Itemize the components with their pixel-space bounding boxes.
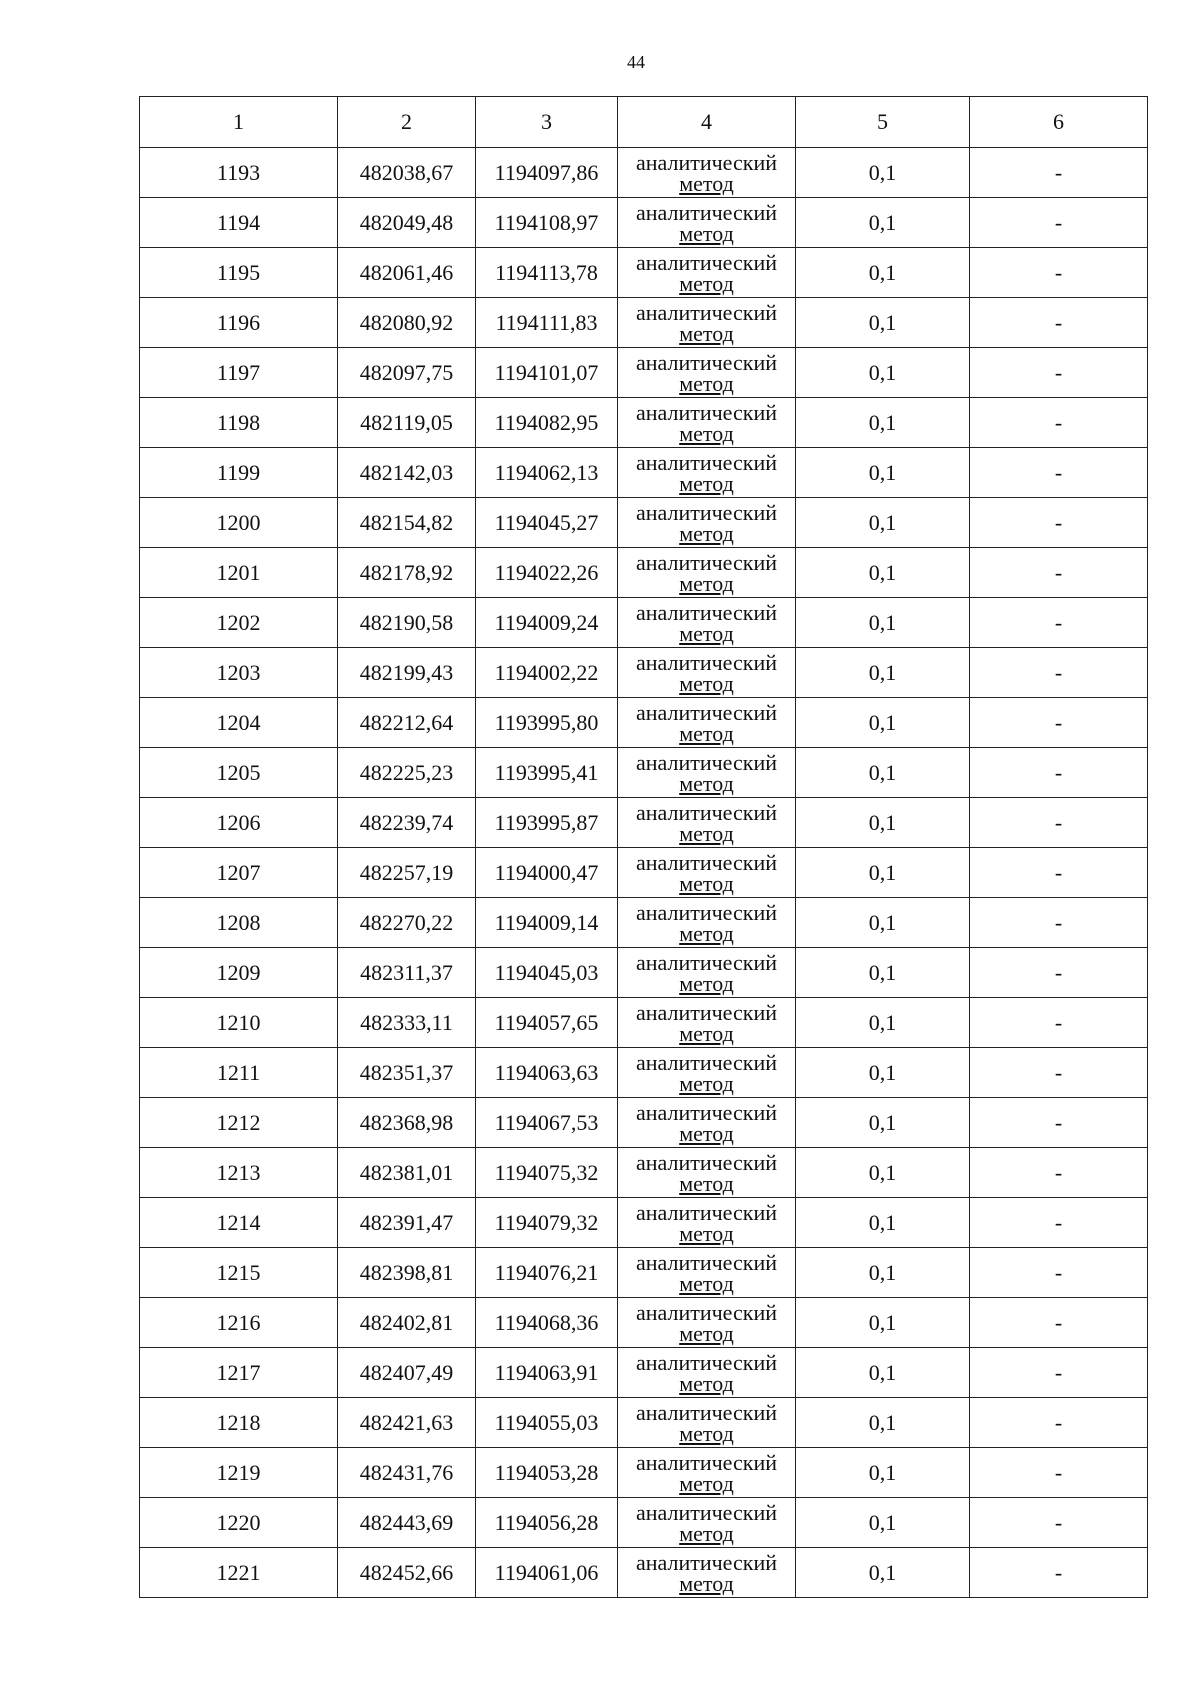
- table-row: [140, 1398, 1148, 1448]
- method-cell: [618, 348, 796, 398]
- method-cell: [618, 598, 796, 648]
- method-line-1: аналитический: [635, 949, 777, 975]
- table-row: [140, 248, 1148, 298]
- y-coordinate-cell: 1194053,28: [476, 1448, 618, 1498]
- point-number-cell: 1197: [140, 348, 338, 398]
- y-coordinate-cell: 1194022,26: [476, 548, 618, 598]
- method-line-1: аналитический: [635, 699, 777, 725]
- method-line-1: аналитический: [635, 349, 777, 375]
- accuracy-cell: 0,1: [796, 898, 970, 948]
- point-number-cell: 1209: [140, 948, 338, 998]
- y-coordinate-cell: 1194009,24: [476, 598, 618, 648]
- table-row: [140, 1248, 1148, 1298]
- method-line-2: метод: [679, 1170, 734, 1196]
- y-coordinate-cell: 1194063,91: [476, 1348, 618, 1398]
- point-number-cell: 1218: [140, 1398, 338, 1448]
- method-line-1: аналитический: [635, 249, 777, 275]
- y-coordinate-cell: 1194097,86: [476, 148, 618, 198]
- table-row: [140, 1148, 1148, 1198]
- x-coordinate-cell: 482368,98: [338, 1098, 476, 1148]
- method-cell: [618, 1148, 796, 1198]
- accuracy-cell: 0,1: [796, 798, 970, 848]
- column-header: 4: [618, 97, 796, 148]
- table-row: [140, 1198, 1148, 1248]
- point-number-cell: 1211: [140, 1048, 338, 1098]
- x-coordinate-cell: 482178,92: [338, 548, 476, 598]
- x-coordinate-cell: 482381,01: [338, 1148, 476, 1198]
- x-coordinate-cell: 482402,81: [338, 1298, 476, 1348]
- x-coordinate-cell: 482038,67: [338, 148, 476, 198]
- accuracy-cell: 0,1: [796, 698, 970, 748]
- note-cell: -: [970, 1548, 1148, 1598]
- table-row: [140, 848, 1148, 898]
- method-line-2: метод: [679, 720, 734, 746]
- method-cell: [618, 1448, 796, 1498]
- method-line-2: метод: [679, 220, 734, 246]
- note-cell: -: [970, 448, 1148, 498]
- y-coordinate-cell: 1194113,78: [476, 248, 618, 298]
- method-line-2: метод: [679, 920, 734, 946]
- accuracy-cell: 0,1: [796, 1298, 970, 1348]
- table-row: [140, 298, 1148, 348]
- note-cell: -: [970, 1348, 1148, 1398]
- method-cell: [618, 998, 796, 1048]
- y-coordinate-cell: 1194002,22: [476, 648, 618, 698]
- note-cell: -: [970, 548, 1148, 598]
- method-line-2: метод: [679, 320, 734, 346]
- point-number-cell: 1210: [140, 998, 338, 1048]
- table-row: [140, 1048, 1148, 1098]
- note-cell: -: [970, 598, 1148, 648]
- note-cell: -: [970, 998, 1148, 1048]
- note-cell: -: [970, 1098, 1148, 1148]
- y-coordinate-cell: 1194108,97: [476, 198, 618, 248]
- note-cell: -: [970, 498, 1148, 548]
- accuracy-cell: 0,1: [796, 198, 970, 248]
- method-line-2: метод: [679, 970, 734, 996]
- accuracy-cell: 0,1: [796, 1148, 970, 1198]
- note-cell: -: [970, 398, 1148, 448]
- x-coordinate-cell: 482097,75: [338, 348, 476, 398]
- x-coordinate-cell: 482061,46: [338, 248, 476, 298]
- note-cell: -: [970, 1148, 1148, 1198]
- method-cell: [618, 298, 796, 348]
- accuracy-cell: 0,1: [796, 548, 970, 598]
- point-number-cell: 1198: [140, 398, 338, 448]
- note-cell: -: [970, 748, 1148, 798]
- point-number-cell: 1203: [140, 648, 338, 698]
- accuracy-cell: 0,1: [796, 1048, 970, 1098]
- note-cell: -: [970, 948, 1148, 998]
- method-line-1: аналитический: [635, 799, 777, 825]
- note-cell: -: [970, 898, 1148, 948]
- method-line-1: аналитический: [635, 149, 777, 175]
- point-number-cell: 1202: [140, 598, 338, 648]
- point-number-cell: 1201: [140, 548, 338, 598]
- table-row: [140, 898, 1148, 948]
- method-line-1: аналитический: [635, 599, 777, 625]
- method-line-2: метод: [679, 470, 734, 496]
- y-coordinate-cell: 1194063,63: [476, 1048, 618, 1098]
- method-line-1: аналитический: [635, 1099, 777, 1125]
- header-row: [140, 97, 1148, 148]
- x-coordinate-cell: 482311,37: [338, 948, 476, 998]
- accuracy-cell: 0,1: [796, 1098, 970, 1148]
- method-line-2: метод: [679, 1270, 734, 1296]
- method-line-2: метод: [679, 1420, 734, 1446]
- table-row: [140, 1448, 1148, 1498]
- method-line-1: аналитический: [635, 399, 777, 425]
- coordinates-table: [139, 96, 1148, 1598]
- column-header: 2: [338, 97, 476, 148]
- method-line-1: аналитический: [635, 449, 777, 475]
- accuracy-cell: 0,1: [796, 848, 970, 898]
- accuracy-cell: 0,1: [796, 348, 970, 398]
- column-header: 1: [140, 97, 338, 148]
- x-coordinate-cell: 482270,22: [338, 898, 476, 948]
- method-line-2: метод: [679, 270, 734, 296]
- x-coordinate-cell: 482391,47: [338, 1198, 476, 1248]
- table-row: [140, 1348, 1148, 1398]
- y-coordinate-cell: 1194057,65: [476, 998, 618, 1048]
- table-row: [140, 348, 1148, 398]
- x-coordinate-cell: 482257,19: [338, 848, 476, 898]
- y-coordinate-cell: 1194082,95: [476, 398, 618, 448]
- y-coordinate-cell: 1194067,53: [476, 1098, 618, 1148]
- accuracy-cell: 0,1: [796, 998, 970, 1048]
- method-line-1: аналитический: [635, 1349, 777, 1375]
- table-row: [140, 748, 1148, 798]
- point-number-cell: 1215: [140, 1248, 338, 1298]
- method-line-1: аналитический: [635, 849, 777, 875]
- method-cell: [618, 848, 796, 898]
- point-number-cell: 1193: [140, 148, 338, 198]
- y-coordinate-cell: 1194045,27: [476, 498, 618, 548]
- method-cell: [618, 1248, 796, 1298]
- method-line-1: аналитический: [635, 549, 777, 575]
- table-row: [140, 1298, 1148, 1348]
- point-number-cell: 1195: [140, 248, 338, 298]
- x-coordinate-cell: 482119,05: [338, 398, 476, 448]
- x-coordinate-cell: 482212,64: [338, 698, 476, 748]
- point-number-cell: 1204: [140, 698, 338, 748]
- page-number: 44: [627, 52, 645, 72]
- accuracy-cell: 0,1: [796, 748, 970, 798]
- table-row: [140, 398, 1148, 448]
- note-cell: -: [970, 148, 1148, 198]
- method-cell: [618, 1098, 796, 1148]
- point-number-cell: 1213: [140, 1148, 338, 1198]
- method-cell: [618, 1398, 796, 1448]
- method-line-1: аналитический: [635, 1549, 777, 1575]
- note-cell: -: [970, 1398, 1148, 1448]
- x-coordinate-cell: 482154,82: [338, 498, 476, 548]
- table-row: [140, 648, 1148, 698]
- table-row: [140, 548, 1148, 598]
- x-coordinate-cell: 482049,48: [338, 198, 476, 248]
- point-number-cell: 1220: [140, 1498, 338, 1548]
- y-coordinate-cell: 1194076,21: [476, 1248, 618, 1298]
- method-cell: [618, 448, 796, 498]
- method-cell: [618, 1198, 796, 1248]
- method-cell: [618, 1348, 796, 1398]
- table-row: [140, 498, 1148, 548]
- accuracy-cell: 0,1: [796, 248, 970, 298]
- table-row: [140, 198, 1148, 248]
- table-row: [140, 598, 1148, 648]
- x-coordinate-cell: 482407,49: [338, 1348, 476, 1398]
- table-row: [140, 798, 1148, 848]
- y-coordinate-cell: 1194000,47: [476, 848, 618, 898]
- note-cell: -: [970, 1198, 1148, 1248]
- method-cell: [618, 898, 796, 948]
- method-line-2: метод: [679, 570, 734, 596]
- method-line-2: метод: [679, 620, 734, 646]
- y-coordinate-cell: 1193995,41: [476, 748, 618, 798]
- note-cell: -: [970, 1448, 1148, 1498]
- note-cell: -: [970, 1498, 1148, 1548]
- note-cell: -: [970, 1248, 1148, 1298]
- x-coordinate-cell: 482142,03: [338, 448, 476, 498]
- accuracy-cell: 0,1: [796, 298, 970, 348]
- column-header: 3: [476, 97, 618, 148]
- accuracy-cell: 0,1: [796, 948, 970, 998]
- method-line-1: аналитический: [635, 649, 777, 675]
- point-number-cell: 1208: [140, 898, 338, 948]
- accuracy-cell: 0,1: [796, 1398, 970, 1448]
- method-cell: [618, 548, 796, 598]
- method-line-2: метод: [679, 770, 734, 796]
- method-line-1: аналитический: [635, 1249, 777, 1275]
- y-coordinate-cell: 1194061,06: [476, 1548, 618, 1598]
- method-line-2: метод: [679, 420, 734, 446]
- x-coordinate-cell: 482421,63: [338, 1398, 476, 1448]
- point-number-cell: 1214: [140, 1198, 338, 1248]
- method-line-2: метод: [679, 1120, 734, 1146]
- point-number-cell: 1216: [140, 1298, 338, 1348]
- point-number-cell: 1205: [140, 748, 338, 798]
- x-coordinate-cell: 482398,81: [338, 1248, 476, 1298]
- accuracy-cell: 0,1: [796, 448, 970, 498]
- table-row: [140, 148, 1148, 198]
- method-line-2: метод: [679, 870, 734, 896]
- point-number-cell: 1221: [140, 1548, 338, 1598]
- method-cell: [618, 1498, 796, 1548]
- y-coordinate-cell: 1194062,13: [476, 448, 618, 498]
- note-cell: -: [970, 848, 1148, 898]
- method-line-1: аналитический: [635, 1449, 777, 1475]
- y-coordinate-cell: 1194111,83: [476, 298, 618, 348]
- table-row: [140, 698, 1148, 748]
- x-coordinate-cell: 482351,37: [338, 1048, 476, 1098]
- method-cell: [618, 1548, 796, 1598]
- method-line-1: аналитический: [635, 499, 777, 525]
- method-cell: [618, 698, 796, 748]
- method-line-1: аналитический: [635, 1049, 777, 1075]
- method-cell: [618, 1298, 796, 1348]
- note-cell: -: [970, 798, 1148, 848]
- accuracy-cell: 0,1: [796, 1348, 970, 1398]
- x-coordinate-cell: 482431,76: [338, 1448, 476, 1498]
- x-coordinate-cell: 482080,92: [338, 298, 476, 348]
- y-coordinate-cell: 1194068,36: [476, 1298, 618, 1348]
- method-line-1: аналитический: [635, 1399, 777, 1425]
- x-coordinate-cell: 482239,74: [338, 798, 476, 848]
- note-cell: -: [970, 1048, 1148, 1098]
- method-line-1: аналитический: [635, 1199, 777, 1225]
- note-cell: -: [970, 1298, 1148, 1348]
- note-cell: -: [970, 198, 1148, 248]
- accuracy-cell: 0,1: [796, 148, 970, 198]
- method-line-1: аналитический: [635, 1149, 777, 1175]
- point-number-cell: 1207: [140, 848, 338, 898]
- accuracy-cell: 0,1: [796, 598, 970, 648]
- column-header: 5: [796, 97, 970, 148]
- point-number-cell: 1196: [140, 298, 338, 348]
- method-cell: [618, 1048, 796, 1098]
- x-coordinate-cell: 482443,69: [338, 1498, 476, 1548]
- note-cell: -: [970, 648, 1148, 698]
- point-number-cell: 1206: [140, 798, 338, 848]
- method-line-2: метод: [679, 1220, 734, 1246]
- point-number-cell: 1200: [140, 498, 338, 548]
- method-cell: [618, 498, 796, 548]
- accuracy-cell: 0,1: [796, 1498, 970, 1548]
- y-coordinate-cell: 1194101,07: [476, 348, 618, 398]
- method-line-2: метод: [679, 520, 734, 546]
- x-coordinate-cell: 482190,58: [338, 598, 476, 648]
- method-line-2: метод: [679, 1520, 734, 1546]
- y-coordinate-cell: 1194009,14: [476, 898, 618, 948]
- method-line-2: метод: [679, 1570, 734, 1596]
- x-coordinate-cell: 482225,23: [338, 748, 476, 798]
- table-row: [140, 448, 1148, 498]
- method-cell: [618, 798, 796, 848]
- point-number-cell: 1212: [140, 1098, 338, 1148]
- method-line-2: метод: [679, 1370, 734, 1396]
- method-line-2: метод: [679, 170, 734, 196]
- method-line-1: аналитический: [635, 1299, 777, 1325]
- y-coordinate-cell: 1194045,03: [476, 948, 618, 998]
- y-coordinate-cell: 1193995,87: [476, 798, 618, 848]
- table-row: [140, 1098, 1148, 1148]
- method-line-2: метод: [679, 1070, 734, 1096]
- method-line-1: аналитический: [635, 299, 777, 325]
- x-coordinate-cell: 482333,11: [338, 998, 476, 1048]
- accuracy-cell: 0,1: [796, 1248, 970, 1298]
- point-number-cell: 1199: [140, 448, 338, 498]
- method-cell: [618, 648, 796, 698]
- method-cell: [618, 148, 796, 198]
- point-number-cell: 1219: [140, 1448, 338, 1498]
- accuracy-cell: 0,1: [796, 1198, 970, 1248]
- y-coordinate-cell: 1194079,32: [476, 1198, 618, 1248]
- method-line-2: метод: [679, 1470, 734, 1496]
- method-line-2: метод: [679, 1020, 734, 1046]
- method-cell: [618, 198, 796, 248]
- x-coordinate-cell: 482199,43: [338, 648, 476, 698]
- accuracy-cell: 0,1: [796, 648, 970, 698]
- method-line-1: аналитический: [635, 1499, 777, 1525]
- method-line-2: метод: [679, 1320, 734, 1346]
- method-line-2: метод: [679, 820, 734, 846]
- method-cell: [618, 398, 796, 448]
- y-coordinate-cell: 1193995,80: [476, 698, 618, 748]
- note-cell: -: [970, 248, 1148, 298]
- method-line-1: аналитический: [635, 899, 777, 925]
- y-coordinate-cell: 1194075,32: [476, 1148, 618, 1198]
- column-header: 6: [970, 97, 1148, 148]
- note-cell: -: [970, 348, 1148, 398]
- y-coordinate-cell: 1194056,28: [476, 1498, 618, 1548]
- method-line-2: метод: [679, 670, 734, 696]
- method-line-2: метод: [679, 370, 734, 396]
- accuracy-cell: 0,1: [796, 1548, 970, 1598]
- point-number-cell: 1217: [140, 1348, 338, 1398]
- method-cell: [618, 948, 796, 998]
- method-cell: [618, 748, 796, 798]
- table-row: [140, 1498, 1148, 1548]
- y-coordinate-cell: 1194055,03: [476, 1398, 618, 1448]
- note-cell: -: [970, 298, 1148, 348]
- table-row: [140, 948, 1148, 998]
- x-coordinate-cell: 482452,66: [338, 1548, 476, 1598]
- method-line-1: аналитический: [635, 199, 777, 225]
- method-line-1: аналитический: [635, 999, 777, 1025]
- note-cell: -: [970, 698, 1148, 748]
- table-row: [140, 998, 1148, 1048]
- point-number-cell: 1194: [140, 198, 338, 248]
- accuracy-cell: 0,1: [796, 498, 970, 548]
- accuracy-cell: 0,1: [796, 398, 970, 448]
- accuracy-cell: 0,1: [796, 1448, 970, 1498]
- method-line-1: аналитический: [635, 749, 777, 775]
- method-cell: [618, 248, 796, 298]
- table-row: [140, 1548, 1148, 1598]
